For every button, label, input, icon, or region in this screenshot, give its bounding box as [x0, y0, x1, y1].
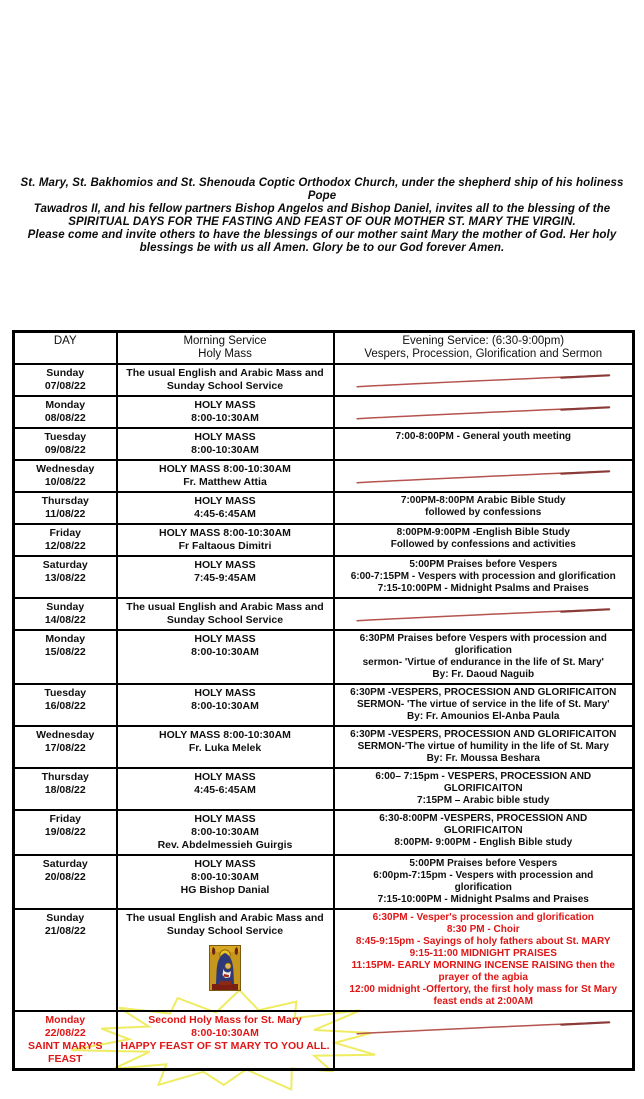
header-day — [14, 332, 117, 365]
table-row — [14, 630, 634, 684]
cell-line: SAINT MARY'S — [28, 1040, 103, 1052]
header-evening-line: Vespers, Procession, Glorification and Sermon — [364, 348, 603, 360]
evening-cell — [334, 726, 634, 768]
cell-line: 07/08/22 — [44, 380, 86, 392]
table-row — [14, 364, 634, 396]
cell-line: 7:45-9:45AM — [194, 572, 256, 584]
morning-cell — [117, 492, 334, 524]
cell-line: FEAST — [48, 1053, 83, 1065]
cell-line: glorification — [454, 645, 512, 656]
cell-line: 16/08/22 — [44, 700, 86, 712]
day-cell — [14, 684, 117, 726]
intro-line: blessings be with us all Amen. Glory be to our God forever Amen. — [139, 242, 505, 254]
morning-cell — [117, 726, 334, 768]
table-row — [14, 909, 634, 1011]
morning-cell — [117, 460, 334, 492]
cell-line: SERMON- 'The virtue of service in the life of St. Mary' — [356, 699, 610, 710]
cell-line: Saturday — [42, 559, 88, 571]
cell-line: feast ends at 2:00AM — [433, 996, 533, 1007]
cell-line: 8:00-10:30AM — [191, 444, 259, 456]
cell-line: HOLY MASS — [194, 858, 256, 870]
cell-line: 7:15-10:00PM - Midnight Psalms and Praises — [377, 894, 589, 905]
cell-line: 6:30PM -VESPERS, PROCESSION AND GLORIFICAITON — [350, 687, 617, 698]
cell-line: glorification — [454, 882, 512, 893]
evening-cell — [334, 492, 634, 524]
day-cell — [14, 630, 117, 684]
morning-cell — [117, 630, 334, 684]
cell-line: 14/08/22 — [44, 614, 86, 626]
day-cell — [14, 598, 117, 630]
morning-cell — [117, 524, 334, 556]
day-cell — [14, 364, 117, 396]
cell-line: 6:30-8:00PM -VESPERS, PROCESSION AND — [379, 813, 588, 824]
cell-line: HOLY MASS 8:00-10:30AM — [159, 729, 291, 741]
red-strike-line-icon — [349, 468, 617, 486]
cell-line: Friday — [49, 527, 81, 539]
cell-line: Fr Faltaous Dimitri — [178, 540, 272, 552]
cell-line: 6:30PM - Vesper's procession and glorification — [372, 912, 594, 923]
evening-cell — [334, 598, 634, 630]
day-cell — [14, 524, 117, 556]
evening-cell — [334, 396, 634, 428]
cell-line: 18/08/22 — [44, 784, 86, 796]
evening-cell — [334, 684, 634, 726]
cell-line: Fr. Luka Melek — [188, 742, 262, 754]
cell-line: HOLY MASS — [194, 771, 256, 783]
morning-cell — [117, 364, 334, 396]
intro-line: St. Mary, St. Bakhomios and St. Shenouda Coptic Orthodox Church, under the shepherd ship of his holiness Pope — [20, 177, 624, 202]
day-cell — [14, 492, 117, 524]
evening-cell — [334, 630, 634, 684]
table-row — [14, 810, 634, 855]
cell-line: Second Holy Mass for St. Mary — [148, 1014, 302, 1026]
cell-line: HOLY MASS 8:00-10:30AM — [159, 527, 291, 539]
evening-cell — [334, 524, 634, 556]
cell-line: Rev. Abdelmessieh Guirgis — [157, 839, 293, 851]
cell-line: 8:00-10:30AM — [191, 412, 259, 424]
table-row — [14, 428, 634, 460]
red-strike-line-icon — [349, 404, 617, 422]
red-strike-line-icon — [349, 372, 617, 390]
cell-line: HOLY MASS — [194, 687, 256, 699]
red-strike-line-icon — [349, 606, 617, 624]
cell-line: 8:00PM- 9:00PM - English Bible study — [394, 837, 573, 848]
cell-line: 9:15-11:00 MIDNIGHT PRAISES — [409, 948, 557, 959]
table-row — [14, 556, 634, 598]
cell-line: HOLY MASS 8:00-10:30AM — [159, 463, 291, 475]
morning-cell — [117, 810, 334, 855]
cell-line: Monday — [45, 1014, 86, 1026]
table-row — [14, 684, 634, 726]
cell-line: 12/08/22 — [44, 540, 86, 552]
header-morning-line: Morning Service — [183, 335, 267, 347]
cell-line: Wednesday — [36, 729, 95, 741]
cell-line: 7:00PM-8:00PM Arabic Bible Study — [400, 495, 566, 506]
red-strike-line-icon — [349, 1019, 617, 1037]
day-cell — [14, 460, 117, 492]
cell-line: 19/08/22 — [44, 826, 86, 838]
day-cell — [14, 768, 117, 810]
evening-cell — [334, 460, 634, 492]
cell-line: 5:00PM Praises before Vespers — [409, 858, 558, 869]
morning-cell — [117, 855, 334, 909]
cell-line: 10/08/22 — [44, 476, 86, 488]
cell-line: SERMON-'The virtue of humility in the life of St. Mary — [357, 741, 609, 752]
cell-line: 7:00-8:00PM - General youth meeting — [395, 431, 572, 442]
cell-line: By: Fr. Daoud Naguib — [432, 669, 535, 680]
cell-line: 5:00PM Praises before Vespers — [409, 559, 558, 570]
table-row — [14, 492, 634, 524]
cell-line: 8:00-10:30AM — [191, 646, 259, 658]
table-row — [14, 460, 634, 492]
intro-text — [18, 177, 626, 255]
cell-line: 8:45-9:15pm - Sayings of holy fathers about St. MARY — [355, 936, 611, 947]
evening-cell — [334, 855, 634, 909]
cell-line: Monday — [45, 399, 86, 411]
cell-line: Sunday — [46, 601, 85, 613]
cell-line: 6:00– 7:15pm - VESPERS, PROCESSION AND — [375, 771, 592, 782]
day-cell — [14, 428, 117, 460]
day-cell — [14, 726, 117, 768]
cell-line: HOLY MASS — [194, 633, 256, 645]
morning-cell — [117, 1011, 334, 1070]
evening-cell — [334, 428, 634, 460]
evening-cell — [334, 909, 634, 1011]
cell-line: 09/08/22 — [44, 444, 86, 456]
cell-line: Wednesday — [36, 463, 95, 475]
cell-line: Thursday — [41, 771, 89, 783]
cell-line: 6:00pm-7:15pm - Vespers with procession and — [373, 870, 594, 881]
cell-line: Thursday — [41, 495, 89, 507]
cell-line: The usual English and Arabic Mass and — [126, 912, 324, 924]
cell-line: 6:30PM Praises before Vespers with procession and — [359, 633, 607, 644]
cell-line: The usual English and Arabic Mass and — [126, 601, 324, 613]
day-cell — [14, 1011, 117, 1070]
cell-line: 8:30 PM - Choir — [446, 924, 520, 935]
day-cell — [14, 396, 117, 428]
morning-cell — [117, 768, 334, 810]
evening-cell — [334, 768, 634, 810]
cell-line: 8:00PM-9:00PM -English Bible Study — [396, 527, 570, 538]
cell-line: Tuesday — [44, 431, 87, 443]
evening-cell — [334, 1011, 634, 1070]
day-cell — [14, 855, 117, 909]
table-row — [14, 726, 634, 768]
cell-line: HOLY MASS — [194, 559, 256, 571]
day-cell — [14, 909, 117, 1011]
cell-line: Tuesday — [44, 687, 87, 699]
morning-cell — [117, 556, 334, 598]
cell-line: 7:15PM – Arabic bible study — [417, 795, 550, 806]
cell-line: 8:00-10:30AM — [191, 700, 259, 712]
cell-line: 8:00-10:30AM — [191, 871, 259, 883]
cell-line: 6:30PM -VESPERS, PROCESSION AND GLORIFICAITON — [350, 729, 617, 740]
cell-line: Sunday School Service — [166, 380, 284, 392]
table-row — [14, 855, 634, 909]
cell-line: GLORIFICAITON — [443, 825, 523, 836]
cell-line: Saturday — [42, 858, 88, 870]
cell-line: Sunday — [46, 912, 85, 924]
cell-line: Sunday — [46, 367, 85, 379]
cell-line: Monday — [45, 633, 86, 645]
morning-cell — [117, 909, 334, 1011]
cell-line: Sunday School Service — [166, 614, 284, 626]
cell-line: 13/08/22 — [44, 572, 86, 584]
cell-line: 7:15-10:00PM - Midnight Psalms and Praises — [377, 583, 589, 594]
header-evening — [334, 332, 634, 365]
cell-line: prayer of the agbia — [438, 972, 528, 983]
cell-line: 11/08/22 — [45, 508, 86, 520]
cell-line: HG Bishop Danial — [180, 884, 270, 896]
cell-line: Sunday School Service — [166, 925, 284, 937]
cell-line: Friday — [49, 813, 81, 825]
evening-cell — [334, 810, 634, 855]
cell-line: sermon- 'Virtue of endurance in the life of St. Mary' — [362, 657, 604, 668]
table-row — [14, 524, 634, 556]
cell-line: 21/08/22 — [44, 925, 86, 937]
cell-line: HOLY MASS — [194, 813, 256, 825]
table-row — [14, 1011, 634, 1070]
st-mary-and-child-icon — [209, 945, 241, 991]
cell-line: GLORIFICAITON — [443, 783, 523, 794]
intro-line: Tawadros II, and his fellow partners Bishop Angelos and Bishop Daniel, invites all to the blessing of the — [33, 203, 611, 215]
cell-line: 22/08/22 — [44, 1027, 86, 1039]
cell-line: HOLY MASS — [194, 495, 256, 507]
header-morning — [117, 332, 334, 365]
day-cell — [14, 556, 117, 598]
cell-line: 15/08/22 — [44, 646, 86, 658]
table-row — [14, 396, 634, 428]
cell-line: 4:45-6:45AM — [194, 508, 256, 520]
cell-line: 8:00-10:30AM — [191, 826, 259, 838]
cell-line: HOLY MASS — [194, 399, 256, 411]
cell-line: 11:15PM- EARLY MORNING INCENSE RAISING then the — [351, 960, 615, 971]
cell-line: 20/08/22 — [44, 871, 86, 883]
morning-cell — [117, 598, 334, 630]
evening-cell — [334, 364, 634, 396]
intro-line: Please come and invite others to have the blessings of our mother saint Mary the mother of God. Her holy — [27, 229, 617, 241]
cell-line: Followed by confessions and activities — [390, 539, 576, 550]
cell-line: HAPPY FEAST OF ST MARY TO YOU ALL. — [120, 1040, 330, 1052]
morning-cell — [117, 684, 334, 726]
cell-line: 6:00-7:15PM - Vespers with procession and glorification — [350, 571, 616, 582]
cell-line: 17/08/22 — [44, 742, 86, 754]
day-cell — [14, 810, 117, 855]
morning-cell — [117, 396, 334, 428]
header-day-label: DAY — [53, 335, 77, 347]
table-row — [14, 768, 634, 810]
table-header-row — [14, 332, 634, 365]
intro-line: SPIRITUAL DAYS FOR THE FASTING AND FEAST OF OUR MOTHER ST. MARY THE VIRGIN. — [68, 216, 576, 228]
table-row — [14, 598, 634, 630]
schedule-table — [12, 330, 635, 1071]
cell-line: followed by confessions — [425, 507, 542, 518]
cell-line: By: Fr. Moussa Beshara — [426, 753, 540, 764]
morning-cell — [117, 428, 334, 460]
cell-line: 08/08/22 — [44, 412, 86, 424]
cell-line: 4:45-6:45AM — [194, 784, 256, 796]
cell-line: 12:00 midnight -Offertory, the first holy mass for St Mary — [349, 984, 618, 995]
cell-line: HOLY MASS — [194, 431, 256, 443]
cell-line: By: Fr. Amounios El-Anba Paula — [407, 711, 560, 722]
cell-line: 8:00-10:30AM — [191, 1027, 259, 1039]
header-morning-line: Holy Mass — [198, 348, 252, 360]
header-evening-line: Evening Service: (6:30-9:00pm) — [402, 335, 565, 347]
evening-cell — [334, 556, 634, 598]
cell-line: Fr. Matthew Attia — [183, 476, 267, 488]
cell-line: The usual English and Arabic Mass and — [126, 367, 324, 379]
